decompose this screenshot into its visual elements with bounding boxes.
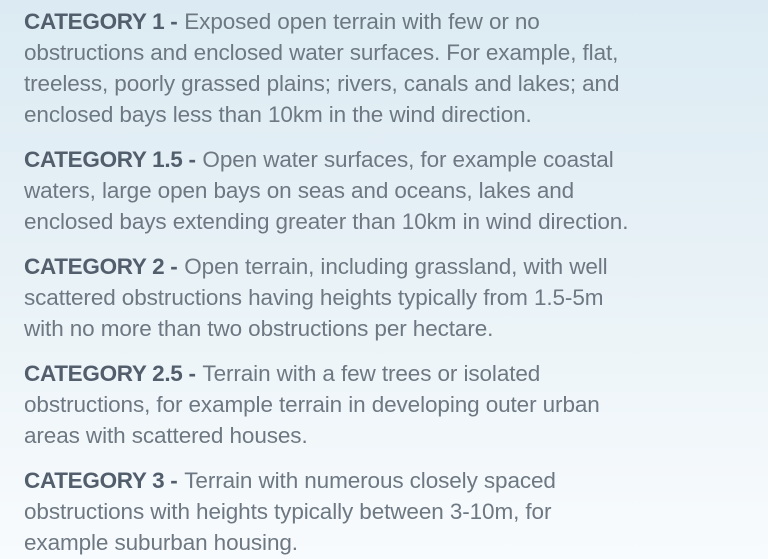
category-3-heading: CATEGORY 3 - [24,468,178,493]
category-1-5-paragraph [24,144,768,237]
paragraph-line [24,465,768,496]
paragraph-line: waters, large open bays on seas and oceans, lakes and [24,178,575,203]
paragraph-line [24,251,768,282]
category-3-paragraph [24,465,768,558]
category-2-5-heading: CATEGORY 2.5 - [24,361,196,386]
paragraph-text: Terrain with numerous closely spaced [184,468,556,493]
category-2-paragraph [24,251,768,344]
paragraph-text: Open water surfaces, for example coastal [202,147,614,172]
paragraph-text: Terrain with a few trees or isolated [202,361,541,386]
category-1-heading: CATEGORY 1 - [24,9,178,34]
paragraph-line: treeless, poorly grassed plains; rivers, canals and lakes; and [24,71,620,96]
category-2-5-paragraph [24,358,768,451]
paragraph-line: example suburban housing. [24,530,298,555]
category-2-heading: CATEGORY 2 - [24,254,178,279]
paragraph-text: Open terrain, including grassland, with well [184,254,608,279]
paragraph-line: scattered obstructions having heights typically from 1.5-5m [24,285,604,310]
paragraph-line [24,358,768,389]
category-1-5-heading: CATEGORY 1.5 - [24,147,196,172]
paragraph-text: Exposed open terrain with few or no [184,9,540,34]
paragraph-line [24,144,768,175]
paragraph-line: obstructions, for example terrain in developing outer urban [24,392,600,417]
paragraph-line: enclosed bays less than 10km in the wind direction. [24,102,532,127]
paragraph-line: enclosed bays extending greater than 10km in wind direction. [24,209,629,234]
paragraph-line [24,6,768,37]
paragraph-line: obstructions with heights typically between 3-10m, for [24,499,552,524]
paragraph-line: obstructions and enclosed water surfaces. For example, flat, [24,40,619,65]
paragraph-line: areas with scattered houses. [24,423,308,448]
category-1-paragraph [24,6,768,130]
paragraph-line: with no more than two obstructions per hectare. [24,316,494,341]
